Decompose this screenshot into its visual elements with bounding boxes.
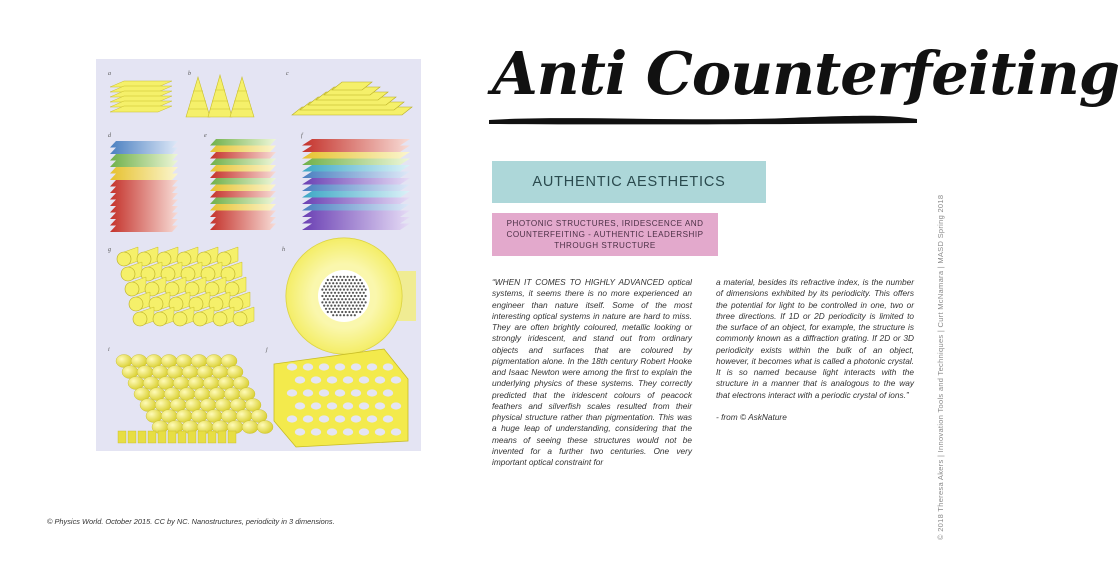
quote-source: - from © AskNature xyxy=(716,411,787,422)
figure-panel-label: h xyxy=(282,247,285,253)
figure-panel-label: e xyxy=(204,133,207,139)
panel-e-multilayer xyxy=(210,139,276,230)
panel-d-multilayer xyxy=(110,141,178,232)
figure-panel-label: g xyxy=(108,247,111,253)
subtitle-box xyxy=(492,213,718,256)
nanostructure-figure xyxy=(96,59,421,451)
title-underline xyxy=(487,112,919,126)
panel-f-multilayer xyxy=(302,139,410,230)
figure-panel-label: a xyxy=(108,71,111,77)
body-text-column-right xyxy=(716,277,914,423)
panel-h-fibre xyxy=(286,238,416,354)
body-text-column-left: “WHEN IT COMES TO HIGHLY ADVANCED optical systems, it seems there is no more experienced an engineer than nature itself. Some of the most interesting optical systems in nature are hard to miss. They are often brightly coloured, metallic looking or strongly iridescent, and stand out from ordinary objects and surfaces that are coloured by pigmentation alone. In the 18th century Robert Hooke and Isaac Newton were among the first to explain the underlying physics of these systems. They correctly predicted that the iridescent colours of peacock feathers and silverfish scales resulted from their physical structure rather than pigmentation. This was a huge leap of understanding, considering that the means of seeing these structures would not be invented for a further two centuries. One very important optical constraint for xyxy=(492,277,692,467)
figure-panel-label: c xyxy=(286,71,289,77)
figure-panel-label: b xyxy=(188,71,191,77)
vertical-copyright: © 2018 Theresa Akers | Innovation Tools and Techniques | Curt McNamara | MASD Spring 2018 xyxy=(936,194,945,540)
figure-panel-label: d xyxy=(108,133,111,139)
panel-c-pyramid xyxy=(292,82,412,115)
figure-panel-label: j xyxy=(266,347,268,353)
subtitle-text: PHOTONIC STRUCTURES, IRIDESCENCE AND COUNTERFEITING - AUTHENTIC LEADERSHIP THROUGH STRUCTURE xyxy=(506,219,704,250)
figure-caption: © Physics World. October 2015. CC by NC. Nanostructures, periodicity in 3 dimensions. xyxy=(47,517,335,526)
body-text-column-right-text: a material, besides its refractive index, is the number of dimensions exhibited by its periodicity. This offers the potential for light to be controlled in one, two or three directions. If 1D or 2D periodicity is limited to the surface of an object, for example, the structure is commonly known as a diffraction grating. If 2D or 3D periodicity exists within the bulk of an object, however, it becomes what is called a photonic crystal. It is so named because light interacts with the structure in a manner that is analogous to the way that electrons interact with a periodic crystal of ions.” xyxy=(716,277,914,400)
panel-j-inverse-opal xyxy=(274,349,408,447)
figure-panel-label: f xyxy=(301,133,303,139)
page-title: Anti Counterfeiting xyxy=(492,39,1119,108)
section-banner: AUTHENTIC AESTHETICS xyxy=(492,161,766,203)
panel-i-sphere-lattice xyxy=(116,355,273,444)
panel-a-layers xyxy=(110,81,172,112)
panel-b-ridges xyxy=(186,75,254,117)
panel-g-rod-array xyxy=(117,247,254,326)
figure-panel-label: i xyxy=(108,347,110,353)
nanostructure-illustration xyxy=(96,59,421,451)
